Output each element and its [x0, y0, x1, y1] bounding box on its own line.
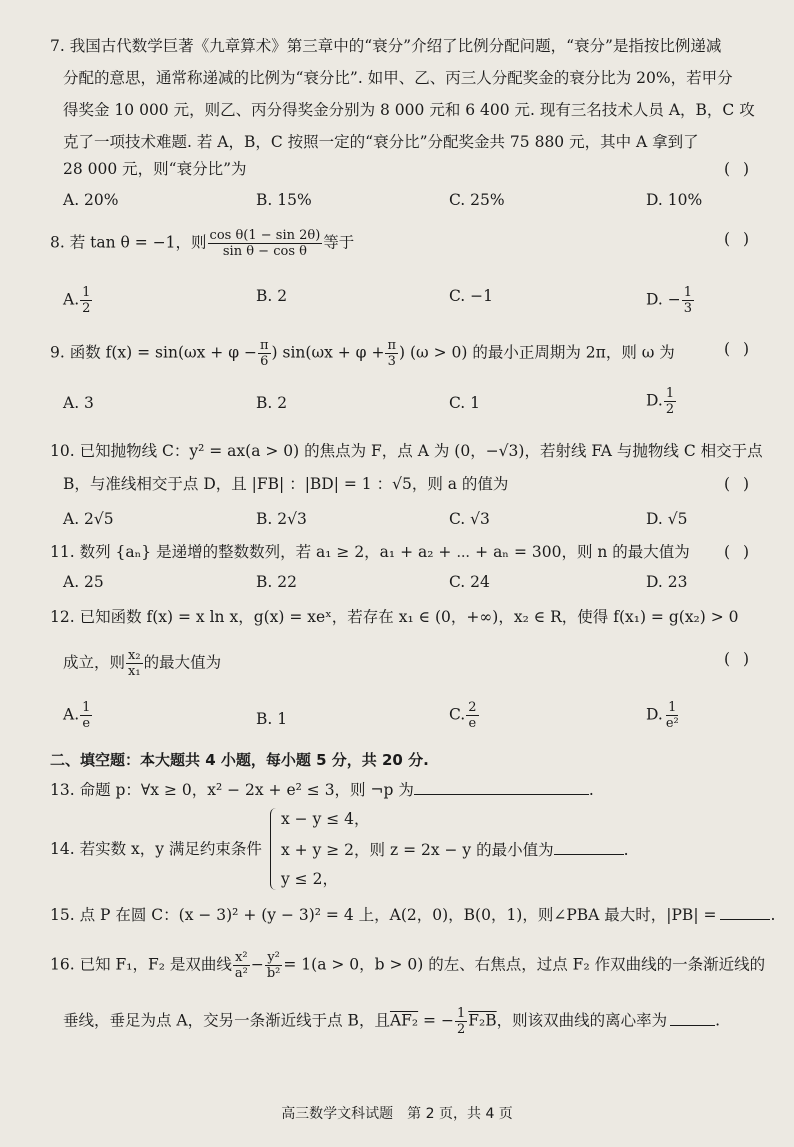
q9-d-label: D.	[646, 391, 663, 410]
q12-d-num: 1	[668, 700, 677, 715]
q14-constraint-3: y ≤ 2，	[281, 870, 338, 888]
q8-choice-a	[63, 285, 93, 316]
q10-answer-paren: ( )	[724, 475, 754, 493]
q12-d-fraction	[664, 700, 681, 731]
q8-choice-d	[646, 285, 695, 316]
q16-line-1	[50, 950, 765, 981]
q16-half-fraction	[455, 1006, 467, 1037]
q8-choice-b: B. 2	[256, 287, 288, 305]
q12-a-fraction	[80, 700, 92, 731]
q15-answer-blank[interactable]	[720, 903, 770, 920]
q8-post: 等于	[323, 233, 355, 252]
q12-choice-a	[63, 700, 93, 731]
q12-a-den: e	[82, 716, 91, 731]
q15-pre: 15. 点 P 在圆 C：(x − 3)² + (y − 3)² = 4 上，A(2，0)，B(0，1)，则∠PBA 最大时，|PB| =	[50, 906, 717, 924]
q7-answer-paren: ( )	[724, 160, 754, 178]
q8-choice-c: C. −1	[449, 287, 494, 305]
q16-l2-post: ，则该双曲线的离心率为	[496, 1011, 668, 1030]
q16-minus: −	[250, 955, 264, 974]
q12-ratio-fraction	[126, 648, 143, 679]
q16-eq: = −	[418, 1011, 454, 1030]
q11-answer-paren: ( )	[724, 543, 754, 561]
q14-answer-blank[interactable]	[554, 838, 624, 855]
q16-post: = 1(a > 0，b > 0) 的左、右焦点，过点 F₂ 作双曲线的一条渐近线的	[283, 955, 766, 974]
q8-num: cos θ(1 − sin 2θ)	[209, 228, 321, 243]
q8-a-num: 1	[82, 285, 91, 300]
q7-line-4: 克了一项技术难题. 若 A，B，C 按照一定的“衰分比”分配奖金共 75 880 元，其中 A 拿到了	[63, 133, 699, 151]
q8-pre: 8. 若 tan θ = −1，则	[50, 233, 207, 252]
q15-stem	[50, 903, 775, 926]
q11-stem: 11. 数列 {aₙ} 是递增的整数数列，若 a₁ ≥ 2，a₁ + a₂ + ⋯ + aₙ = 300，则 n 的最大值为	[50, 543, 690, 561]
q12-choice-c	[449, 700, 480, 731]
q15-post: .	[770, 906, 776, 924]
q9-choice-c: C. 1	[449, 394, 481, 412]
q16-y-fraction	[265, 950, 283, 981]
q11-choice-d: D. 23	[646, 573, 688, 591]
q9-fraction-1	[258, 338, 271, 369]
q12-l2-post: 的最大值为	[143, 653, 222, 672]
q12-answer-paren: ( )	[724, 650, 754, 668]
q7-choice-a: A. 20%	[63, 191, 119, 209]
q12-choice-d	[646, 700, 682, 731]
q16-answer-blank[interactable]	[670, 1009, 715, 1026]
q12-c-label: C.	[449, 705, 466, 724]
q10-line-2: B，与准线相交于点 D，且 |FB| ：|BD| = 1 ：√5，则 a 的值为	[63, 475, 509, 493]
q9-d-num: 1	[665, 386, 675, 401]
q10-choice-c: C. √3	[449, 510, 490, 528]
q8-den: sin θ − cos θ	[222, 244, 307, 259]
q9-d-den: 2	[665, 402, 675, 417]
q8-d-num: 1	[683, 285, 692, 300]
q16-l2-pre: 垂线，垂足为点 A，交另一条渐近线于点 B，且	[63, 1011, 390, 1030]
q14-constraint-brace	[270, 808, 281, 890]
q9-f2-den: 3	[387, 354, 396, 369]
q12-d-label: D.	[646, 705, 663, 724]
q7-choice-c: C. 25%	[449, 191, 505, 209]
q7-choice-d: D. 10%	[646, 191, 703, 209]
q9-choice-d	[646, 386, 677, 417]
q13-stem	[50, 778, 594, 801]
q9-f1-num: π	[260, 338, 269, 353]
q8-a-den: 2	[82, 301, 91, 316]
q9-pre: 9. 函数 f(x) = sin(ωx + φ −	[50, 343, 257, 362]
q12-choice-b: B. 1	[256, 710, 288, 728]
q9-f1-den: 6	[260, 354, 269, 369]
page-footer: 高三数学文科试题 第 2 页，共 4 页	[281, 1106, 513, 1122]
q7-line-2: 分配的意思，通常称递减的比例为“衰分比”. 如甲、乙、丙三人分配奖金的衰分比为 20%，若甲分	[63, 69, 733, 87]
q8-d-den: 3	[683, 301, 692, 316]
q14-constraint-2-line	[281, 838, 629, 861]
q16-vector-f2b: F₂B	[468, 1011, 497, 1030]
q11-choice-c: C. 24	[449, 573, 490, 591]
q12-a-label: A.	[63, 705, 80, 724]
q13-pre: 13. 命题 p：∀x ≥ 0，x² − 2x + e² ≤ 3，则 ¬p 为	[50, 781, 414, 799]
q14-post: .	[623, 841, 629, 859]
q8-a-label: A.	[63, 290, 80, 309]
q9-fraction-2	[385, 338, 398, 369]
q9-choice-b: B. 2	[256, 394, 288, 412]
q16-f1-num: x²	[235, 950, 248, 965]
q9-f2-num: π	[387, 338, 396, 353]
q8-answer-paren: ( )	[724, 230, 754, 248]
q7-line-3: 得奖金 10 000 元，则乙、丙分得奖金分别为 8 000 元和 6 400 元. 现有三名技术人员 A，B，C 攻	[63, 101, 755, 119]
q12-line-1: 12. 已知函数 f(x) = x ln x，g(x) = xeˣ，若存在 x₁ ∈ (0，+∞)，x₂ ∈ R，使得 f(x₁) = g(x₂) > 0	[50, 608, 739, 626]
q16-pre: 16. 已知 F₁，F₂ 是双曲线	[50, 955, 232, 974]
q9-post: ) (ω > 0) 的最小正周期为 2π，则 ω 为	[399, 343, 675, 362]
q12-c-den: e	[468, 716, 477, 731]
q9-choice-a: A. 3	[63, 394, 94, 412]
q9-mid: ) sin(ωx + φ +	[271, 343, 385, 362]
q10-choice-b: B. 2√3	[256, 510, 307, 528]
q10-line-1: 10. 已知抛物线 C：y² = ax(a > 0) 的焦点为 F，点 A 为 (0，−√3)，若射线 FA 与抛物线 C 相交于点	[50, 442, 763, 460]
q12-c-fraction	[466, 700, 478, 731]
q8-d-label: D. −	[646, 290, 681, 309]
q8-stem	[50, 228, 354, 259]
q12-d-den: e²	[665, 716, 679, 731]
q7-line-1: 7. 我国古代数学巨著《九章算术》第三章中的“衰分”介绍了比例分配问题，“衰分”是指按比例递减	[50, 37, 722, 55]
q12-l2-pre: 成立，则	[63, 653, 126, 672]
q7-line-5: 28 000 元，则“衰分比”为	[63, 160, 247, 178]
q14-constraint-2: x + y ≥ 2，则 z = 2x − y 的最小值为	[281, 841, 554, 859]
q16-line-2	[63, 1006, 720, 1037]
q12-l2-num: x₂	[128, 648, 141, 663]
section-2-heading: 二、填空题：本大题共 4 小题，每小题 5 分，共 20 分.	[50, 751, 429, 769]
q16-f2-num: y²	[267, 950, 280, 965]
q14-pre: 14. 若实数 x，y 满足约束条件	[50, 840, 262, 858]
q16-f1-den: a²	[234, 966, 248, 981]
q11-choice-b: B. 22	[256, 573, 297, 591]
q16-h-den: 2	[456, 1022, 466, 1037]
q13-post: .	[588, 781, 594, 799]
q12-line-2	[63, 648, 221, 679]
q9-answer-paren: ( )	[724, 340, 754, 358]
q8-fraction	[208, 228, 323, 259]
q9-d-fraction	[664, 386, 676, 417]
q8-a-fraction	[80, 285, 92, 316]
q16-end: .	[715, 1011, 721, 1030]
q13-answer-blank[interactable]	[414, 778, 589, 795]
q16-x-fraction	[233, 950, 250, 981]
q12-l2-den: x₁	[128, 664, 141, 679]
q16-vector-af2: AF₂	[389, 1011, 419, 1030]
q12-a-num: 1	[82, 700, 91, 715]
q8-d-fraction	[682, 285, 694, 316]
q12-c-num: 2	[468, 700, 477, 715]
q10-choice-a: A. 2√5	[63, 510, 114, 528]
q16-f2-den: b²	[266, 966, 281, 981]
q11-choice-a: A. 25	[63, 573, 104, 591]
q7-choice-b: B. 15%	[256, 191, 312, 209]
q9-stem	[50, 338, 675, 369]
q16-h-num: 1	[456, 1006, 466, 1021]
q10-choice-d: D. √5	[646, 510, 688, 528]
q14-constraint-1: x − y ≤ 4，	[281, 810, 370, 828]
